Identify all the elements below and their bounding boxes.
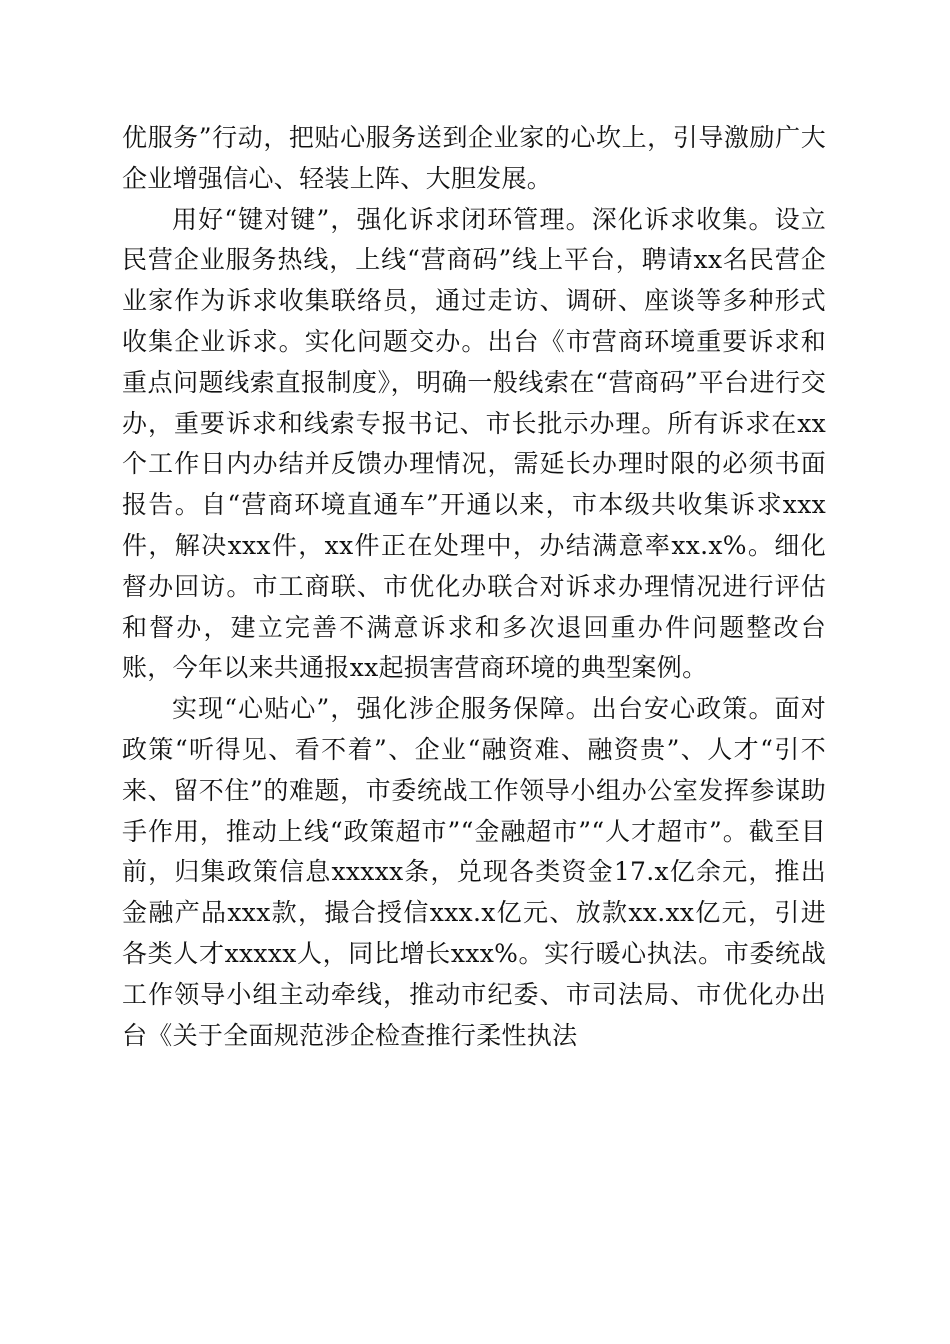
paragraph-appeal-management: 用好“键对键”，强化诉求闭环管理。深化诉求收集。设立民营企业服务热线，上线“营商码”线上平台，聘请xx名民营企业家作为诉求收集联络员，通过走访、调研、座谈等多种形式收集企业诉求。实化问题交办。出台《市营商环境重要诉求和重点问题线索直报制度》，明确一般线索在“营商码”平台进行交办，重要诉求和线索专报书记、市长批示办理。所有诉求在xx个工作日内办结并反馈办理情况，需延长办理时限的必须书面报告。自“营商环境直通车”开通以来，市本级共收集诉求xxx件，解决xxx件，xx件正在处理中，办结满意率xx.x%。细化督办回访。市工商联、市优化办联合对诉求办理情况进行评估和督办，建立完善不满意诉求和多次退回重办件问题整改台账，今年以来共通报xx起损害营商环境的典型案例。 — [122, 204, 826, 683]
paragraph-continuation: 优服务”行动，把贴心服务送到企业家的心坎上，引导激励广大企业增强信心、轻装上阵、大胆发展。 — [122, 123, 826, 193]
paragraph-enterprise-service: 实现“心贴心”，强化涉企服务保障。出台安心政策。面对政策“听得见、看不着”、企业“融资难、融资贵”、人才“引不来、留不住”的难题，市委统战工作领导小组办公室发挥参谋助手作用，推动上线“政策超市”“金融超市”“人才超市”。截至目前，归集政策信息xxxxx条，兑现各类资金17.x亿余元，推出金融产品xxx款，撮合授信xxx.x亿元、放款xx.xx亿元，引进各类人才xxxxx人，同比增长xxx%。实行暖心执法。市委统战工作领导小组主动牵线，推动市纪委、市司法局、市优化办出台《关于全面规范涉企检查推行柔性执法 — [122, 694, 826, 1050]
document-body — [122, 118, 826, 1056]
